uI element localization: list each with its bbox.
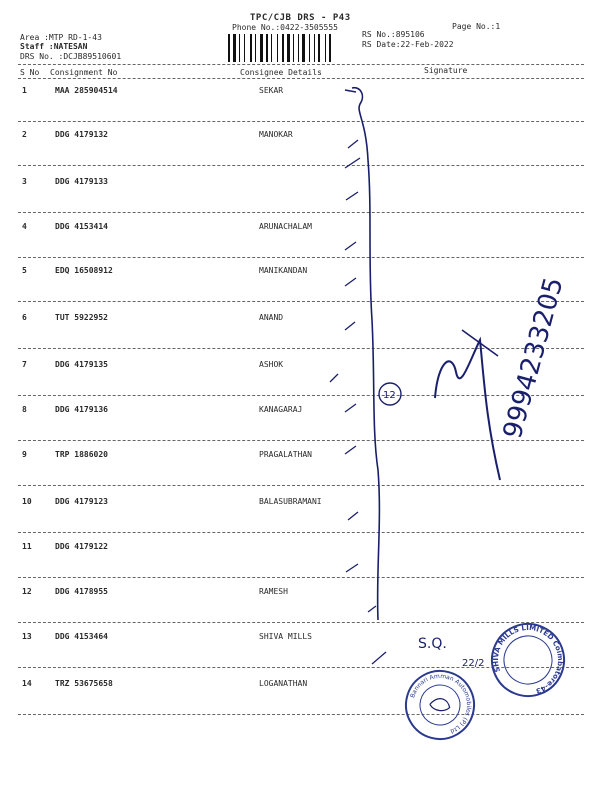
tick-mark xyxy=(345,446,356,454)
shiva-stamp-text: SHIVA MILLS LIMITED Coimbatore-43 xyxy=(491,623,565,695)
row-serial-number: 5 xyxy=(22,266,27,275)
tick-mark xyxy=(368,606,376,612)
handwritten-phone: 9994233205 xyxy=(497,274,570,442)
row-consignment-number: DDG 4179122 xyxy=(55,542,108,551)
row-consignee-name: MANIKANDAN xyxy=(259,266,308,275)
row-consignment-number: DDG 4153414 xyxy=(55,222,108,231)
signature-stroke xyxy=(345,90,356,92)
tick-mark xyxy=(348,140,358,148)
row-consignment-number: DDG 4179123 xyxy=(55,497,108,506)
row-consignee-name: ANAND xyxy=(259,313,284,322)
row-consignee-name: BALASUBRAMANI xyxy=(259,497,322,506)
bannari-amman-stamp xyxy=(398,663,481,746)
row-consignment-number: DDG 4153464 xyxy=(55,632,108,641)
row-consignee-name: LOGANATHAN xyxy=(259,679,308,688)
phone-number: Phone No.:0422-3505555 xyxy=(232,23,338,32)
row-serial-number: 2 xyxy=(22,130,27,139)
row-serial-number: 10 xyxy=(22,497,32,506)
drs-number: DRS No. :DCJB89510601 xyxy=(20,52,122,61)
row-consignee-name: ASHOK xyxy=(259,360,284,369)
row-consignment-number: EDQ 16508912 xyxy=(55,266,113,275)
row-consignee-name: KANAGARAJ xyxy=(259,405,303,414)
row-serial-number: 12 xyxy=(22,587,32,596)
handwritten-initials: S.Q. xyxy=(418,636,447,652)
row-consignee-name: ARUNACHALAM xyxy=(259,222,312,231)
col-sno: S No xyxy=(20,68,40,77)
tick-mark xyxy=(345,242,356,250)
tick-mark xyxy=(345,404,356,412)
big-signature xyxy=(462,330,498,356)
row-serial-number: 11 xyxy=(22,542,32,551)
row-serial-number: 13 xyxy=(22,632,32,641)
rs-number: RS No.:895106 xyxy=(362,30,425,39)
rs-date: RS Date:22-Feb-2022 xyxy=(362,40,454,49)
page-number: Page No.:1 xyxy=(452,22,501,31)
tick-mark xyxy=(345,322,355,330)
col-consignee: Consignee Details xyxy=(240,68,322,77)
row-consignee-name: RAMESH xyxy=(259,587,288,596)
row-serial-number: 14 xyxy=(22,679,32,688)
staff-label: Staff :NATESAN xyxy=(20,42,88,51)
svg-text:SHIVA MILLS LIMITED Coimbatore xyxy=(481,613,575,707)
row-serial-number: 4 xyxy=(22,222,27,231)
handwritten-date: 22/2 xyxy=(462,658,485,669)
row-consignment-number: DDG 4179133 xyxy=(55,177,108,186)
amman-stamp-text: Bannari Amman Automobiles (P) Ltd xyxy=(409,672,473,735)
row-serial-number: 1 xyxy=(22,86,27,95)
big-signature xyxy=(435,340,500,480)
row-consignee-name: SEKAR xyxy=(259,86,284,95)
tick-mark xyxy=(348,512,358,520)
row-consignment-number: DDG 4179135 xyxy=(55,360,108,369)
tick-mark xyxy=(372,652,386,664)
tick-mark xyxy=(330,374,338,382)
row-consignment-number: DDG 4179136 xyxy=(55,405,108,414)
signature-stroke xyxy=(352,88,379,620)
sheet-title: TPC/CJB DRS - P43 xyxy=(250,13,351,23)
row-consignment-number: TRP 1886020 xyxy=(55,450,108,459)
row-serial-number: 3 xyxy=(22,177,27,186)
row-consignee-name: SHIVA MILLS xyxy=(259,632,312,641)
col-consignment: Consignment No xyxy=(50,68,118,77)
row-consignment-number: TUT 5922952 xyxy=(55,313,108,322)
row-serial-number: 8 xyxy=(22,405,27,414)
row-consignment-number: TRZ 53675658 xyxy=(55,679,113,688)
row-consignment-number: MAA 285904514 xyxy=(55,86,118,95)
tick-mark xyxy=(345,278,356,286)
tick-mark xyxy=(345,158,360,168)
tick-mark xyxy=(346,564,358,572)
tick-mark xyxy=(346,192,358,200)
area-label: Area :MTP RD-1-43 xyxy=(20,33,102,42)
row-consignee-name: PRAGALATHAN xyxy=(259,450,312,459)
row-serial-number: 9 xyxy=(22,450,27,459)
row-consignment-number: DDG 4179132 xyxy=(55,130,108,139)
shiva-mills-stamp xyxy=(481,613,575,707)
count-text: 12 xyxy=(383,390,396,401)
row-consignment-number: DDG 4178955 xyxy=(55,587,108,596)
row-serial-number: 6 xyxy=(22,313,27,322)
row-serial-number: 7 xyxy=(22,360,27,369)
col-signature: Signature xyxy=(424,66,468,75)
row-consignee-name: MANOKAR xyxy=(259,130,293,139)
